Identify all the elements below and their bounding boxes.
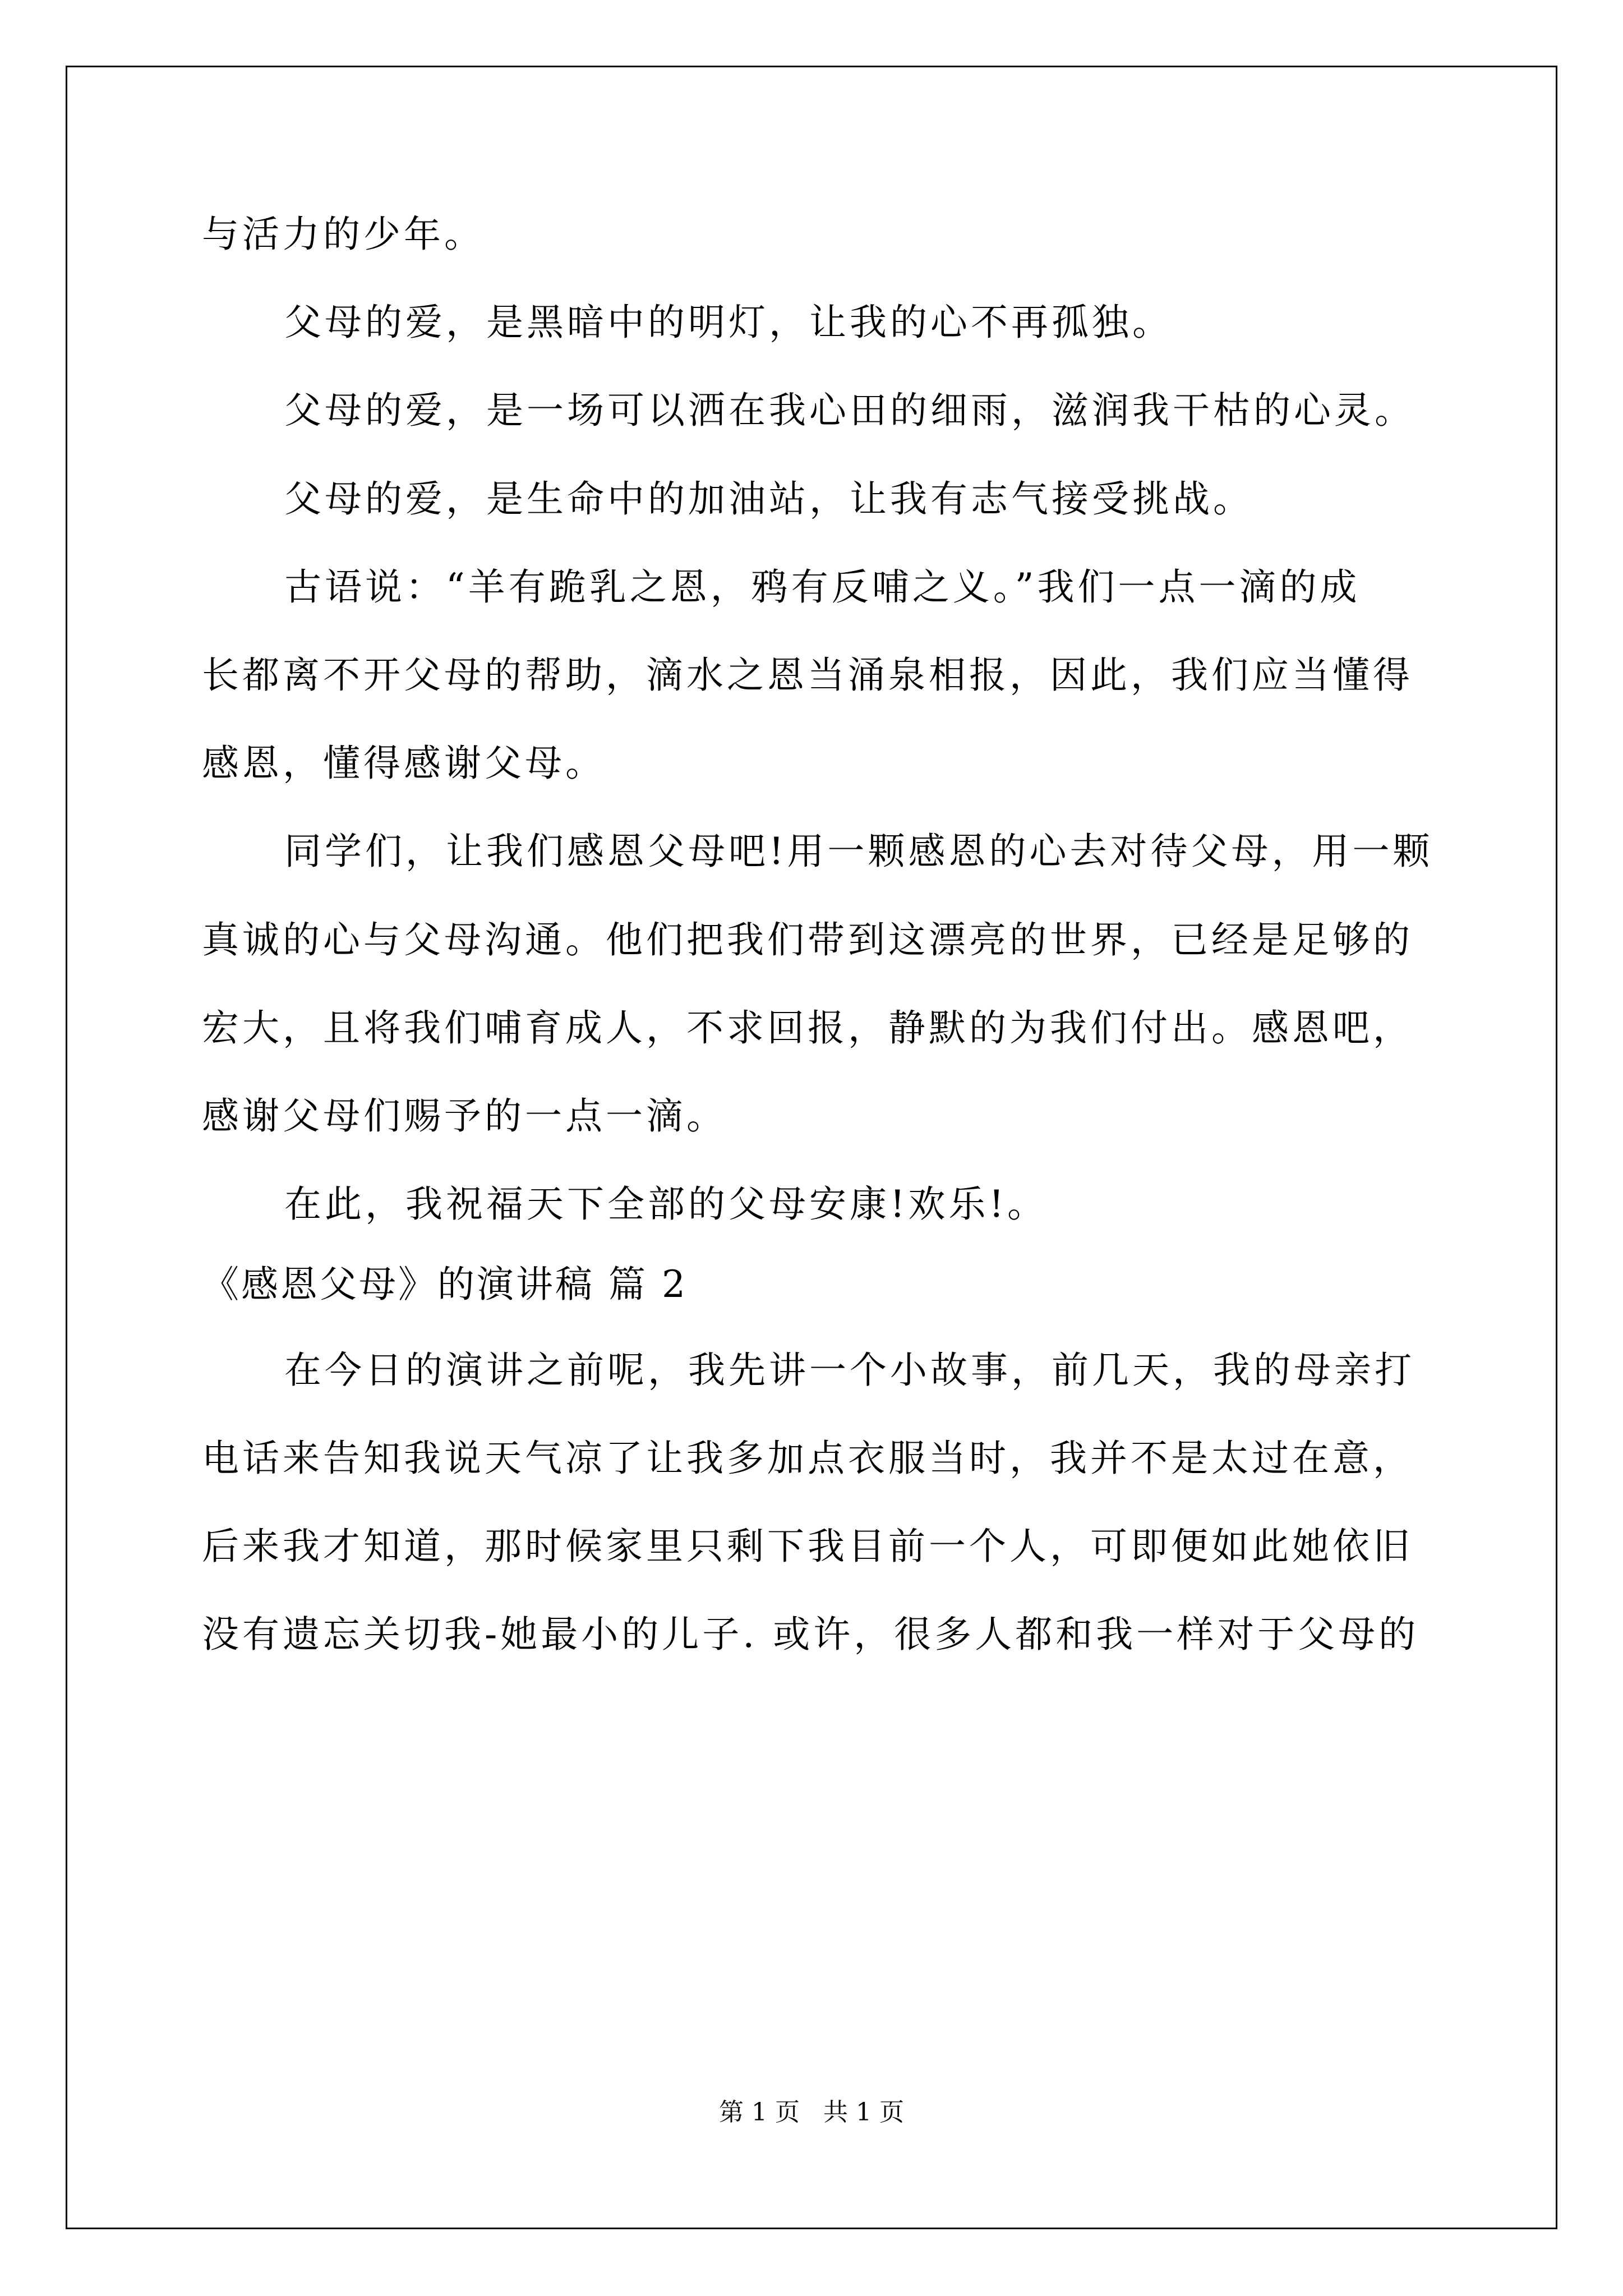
paragraph-line: 没有遗忘关切我-她最小的儿子. 或许，很多人都和我一样对于父母的 [202, 1613, 1419, 1656]
paragraph-line: 古语说：“羊有跪乳之恩，鸦有反哺之义。”我们一点一滴的成 [284, 565, 1361, 609]
paragraph-line: 同学们，让我们感恩父母吧!用一颗感恩的心去对待父母，用一颗 [284, 830, 1433, 873]
paragraph-line: 后来我才知道，那时候家里只剩下我目前一个人，可即便如此她依旧 [202, 1525, 1413, 1568]
paragraph-line: 感恩，懂得感谢父母。 [202, 742, 606, 785]
paragraph-line: 与活力的少年。 [202, 213, 485, 256]
section-heading: 《感恩父母》的演讲稿 篇 2 [202, 1263, 688, 1306]
paragraph-line: 在此，我祝福天下全部的父母安康!欢乐!。 [284, 1182, 1048, 1226]
paragraph-line: 真诚的心与父母沟通。他们把我们带到这漂亮的世界，已经是足够的 [202, 918, 1413, 961]
paragraph-line: 父母的爱，是一场可以洒在我心田的细雨，滋润我干枯的心灵。 [284, 389, 1415, 432]
paragraph-line: 电话来告知我说天气凉了让我多加点衣服当时，我并不是太过在意， [202, 1437, 1413, 1480]
paragraph-line: 宏大，且将我们哺育成人，不求回报，静默的为我们付出。感恩吧， [202, 1006, 1413, 1050]
paragraph-line: 感谢父母们赐予的一点一滴。 [202, 1094, 727, 1138]
paragraph-line: 父母的爱，是黑暗中的明灯，让我的心不再孤独。 [284, 301, 1173, 344]
paragraph-line: 长都离不开父母的帮助，滴水之恩当涌泉相报，因此，我们应当懂得 [202, 654, 1413, 697]
paragraph-line: 父母的爱，是生命中的加油站，让我有志气接受挑战。 [284, 477, 1253, 521]
page-number-footer: 第 1 页 共 1 页 [719, 2098, 904, 2127]
paragraph-line: 在今日的演讲之前呢，我先讲一个小故事，前几天，我的母亲打 [284, 1349, 1415, 1392]
